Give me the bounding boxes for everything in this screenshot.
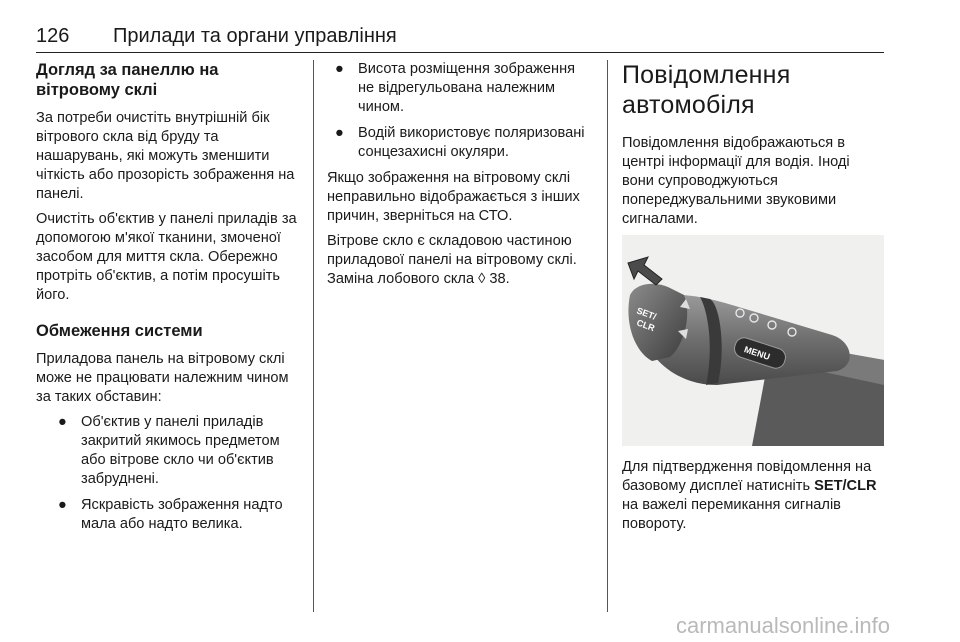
list-item: ● Водій використовує поляризовані сонцезахисні окуляри. xyxy=(335,125,585,160)
page-ref-arrow-icon: ◊ xyxy=(478,271,486,287)
page-header xyxy=(36,22,884,53)
paragraph: Приладова панель на вітровому склі може не працювати належним чином за таких обставин: xyxy=(36,351,289,405)
paragraph: Повідомлення відображаються в центрі інформації для водія. Іноді вони супроводжуються попереджувальними звуковими сигналами. xyxy=(622,135,850,227)
list-item: ● Яскравість зображення надто мала або надто велика. xyxy=(58,497,283,532)
bullet-icon: ● xyxy=(335,61,344,77)
column-1 xyxy=(36,60,298,541)
bullet-list xyxy=(36,413,298,534)
paragraph: Вітрове скло є складовою частиною приладової панелі на вітровому склі. Заміна лобового скла ◊ 38. xyxy=(327,233,577,287)
turn-signal-lever-figure xyxy=(622,235,884,446)
press-arrow-icon xyxy=(628,257,662,285)
section-heading-limits: Обмеження системи xyxy=(36,322,203,340)
bullet-list xyxy=(327,60,593,162)
paragraph: Для підтвердження повідомлення на базовому дисплеї натисніть SET/CLR на важелі перемикання сигналів повороту. xyxy=(622,459,877,532)
paragraph: Якщо зображення на вітровому склі неправильно відображається з інших причин, зверніться на СТО. xyxy=(327,170,580,224)
paragraph: За потреби очистіть внутрішній бік вітрового скла від бруду та нашарувань, які можуть зменшити чіткість або прозорість зображення на панелі. xyxy=(36,110,295,202)
section-heading-care: Догляд за панеллю на вітровому склі xyxy=(36,61,219,99)
column-2 xyxy=(327,60,593,295)
column-divider xyxy=(313,60,314,612)
list-item: ● Висота розміщення зображення не відрегульована належним чином. xyxy=(335,61,576,115)
page-title: Прилади та органи управління xyxy=(113,25,397,47)
column-divider xyxy=(607,60,608,612)
section-heading-messages: Повідомлення автомобіля xyxy=(622,61,791,119)
page-number: 126 xyxy=(36,25,70,47)
paragraph: Очистіть об'єктив у панелі приладів за допомогою м'якої тканини, змоченої засобом для миття скла. Обережно протріть об'єктив, а потім просушіть його. xyxy=(36,211,297,303)
menu-label: MENU xyxy=(742,344,772,362)
set-clr-label: SET/ xyxy=(635,305,658,322)
bullet-icon: ● xyxy=(58,497,67,513)
column-3 xyxy=(622,60,884,540)
watermark: carmanualsonline.info xyxy=(676,613,891,638)
turn-signal-lever-illustration xyxy=(622,235,884,446)
list-item: ● Об'єктив у панелі приладів закритий якимось предметом або вітрове скло чи об'єктив забруднені. xyxy=(58,414,280,487)
bullet-icon: ● xyxy=(335,125,344,141)
bullet-icon: ● xyxy=(58,414,67,430)
page-ref-link[interactable]: 38. xyxy=(489,271,510,287)
set-clr-label: CLR xyxy=(635,317,657,334)
set-clr-keyword: SET/CLR xyxy=(814,478,877,494)
